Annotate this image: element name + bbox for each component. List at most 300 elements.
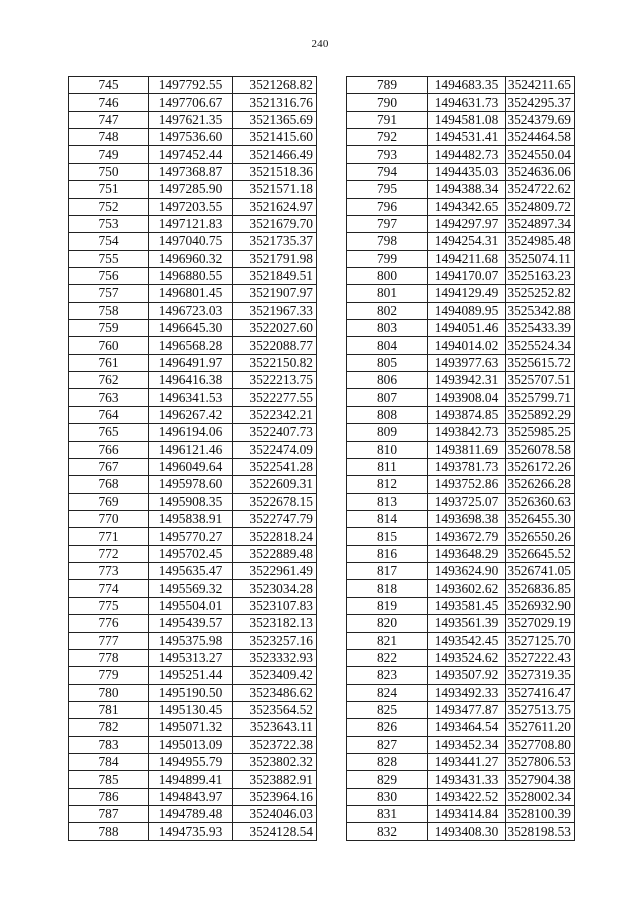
point-number-cell: 760 (69, 337, 149, 354)
y-coordinate-cell: 3522027.60 (233, 320, 317, 337)
table-row (69, 615, 317, 632)
y-coordinate-cell: 3524550.04 (506, 146, 575, 163)
x-coordinate-cell: 1497536.60 (149, 129, 233, 146)
x-coordinate-cell: 1497621.35 (149, 111, 233, 128)
x-coordinate-cell: 1493752.86 (428, 476, 506, 493)
y-coordinate-cell: 3521268.82 (233, 77, 317, 94)
y-coordinate-cell: 3524464.58 (506, 129, 575, 146)
x-coordinate-cell: 1494211.68 (428, 250, 506, 267)
table-row (69, 823, 317, 840)
y-coordinate-cell: 3525074.11 (506, 250, 575, 267)
y-coordinate-cell: 3521624.97 (233, 198, 317, 215)
point-number-cell: 822 (347, 649, 428, 666)
point-number-cell: 767 (69, 458, 149, 475)
table-row (69, 736, 317, 753)
x-coordinate-cell: 1496416.38 (149, 372, 233, 389)
table-row (347, 372, 575, 389)
point-number-cell: 765 (69, 424, 149, 441)
x-coordinate-cell: 1494531.41 (428, 129, 506, 146)
point-number-cell: 774 (69, 580, 149, 597)
y-coordinate-cell: 3526645.52 (506, 545, 575, 562)
y-coordinate-cell: 3522961.49 (233, 563, 317, 580)
y-coordinate-cell: 3521518.36 (233, 163, 317, 180)
y-coordinate-cell: 3521415.60 (233, 129, 317, 146)
y-coordinate-cell: 3525524.34 (506, 337, 575, 354)
table-row (69, 476, 317, 493)
point-number-cell: 805 (347, 354, 428, 371)
x-coordinate-cell: 1493942.31 (428, 372, 506, 389)
table-row (69, 441, 317, 458)
point-number-cell: 821 (347, 632, 428, 649)
point-number-cell: 820 (347, 615, 428, 632)
y-coordinate-cell: 3527708.80 (506, 736, 575, 753)
y-coordinate-cell: 3521967.33 (233, 302, 317, 319)
x-coordinate-cell: 1493464.54 (428, 719, 506, 736)
y-coordinate-cell: 3527125.70 (506, 632, 575, 649)
x-coordinate-cell: 1497452.44 (149, 146, 233, 163)
x-coordinate-cell: 1493842.73 (428, 424, 506, 441)
table-row (69, 181, 317, 198)
x-coordinate-cell: 1494843.97 (149, 788, 233, 805)
x-coordinate-cell: 1496801.45 (149, 285, 233, 302)
y-coordinate-cell: 3527416.47 (506, 684, 575, 701)
y-coordinate-cell: 3524379.69 (506, 111, 575, 128)
x-coordinate-cell: 1496960.32 (149, 250, 233, 267)
table-row (69, 632, 317, 649)
x-coordinate-cell: 1494735.93 (149, 823, 233, 840)
y-coordinate-cell: 3525707.51 (506, 372, 575, 389)
point-number-cell: 787 (69, 806, 149, 823)
point-number-cell: 802 (347, 302, 428, 319)
x-coordinate-cell: 1496645.30 (149, 320, 233, 337)
table-row (69, 285, 317, 302)
table-row (347, 806, 575, 823)
x-coordinate-cell: 1495130.45 (149, 701, 233, 718)
point-number-cell: 806 (347, 372, 428, 389)
y-coordinate-cell: 3524046.03 (233, 806, 317, 823)
table-row (347, 510, 575, 527)
table-row (347, 77, 575, 94)
x-coordinate-cell: 1494297.97 (428, 215, 506, 232)
point-number-cell: 831 (347, 806, 428, 823)
table-row (347, 823, 575, 840)
table-row (347, 94, 575, 111)
y-coordinate-cell: 3524722.62 (506, 181, 575, 198)
table-row (347, 146, 575, 163)
x-coordinate-cell: 1493408.30 (428, 823, 506, 840)
point-number-cell: 827 (347, 736, 428, 753)
x-coordinate-cell: 1495251.44 (149, 667, 233, 684)
point-number-cell: 762 (69, 372, 149, 389)
table-row (347, 163, 575, 180)
point-number-cell: 814 (347, 510, 428, 527)
table-row (347, 215, 575, 232)
point-number-cell: 785 (69, 771, 149, 788)
y-coordinate-cell: 3527222.43 (506, 649, 575, 666)
point-number-cell: 764 (69, 406, 149, 423)
x-coordinate-cell: 1493781.73 (428, 458, 506, 475)
y-coordinate-cell: 3528100.39 (506, 806, 575, 823)
y-coordinate-cell: 3526266.28 (506, 476, 575, 493)
y-coordinate-cell: 3522342.21 (233, 406, 317, 423)
point-number-cell: 804 (347, 337, 428, 354)
x-coordinate-cell: 1494051.46 (428, 320, 506, 337)
y-coordinate-cell: 3524636.06 (506, 163, 575, 180)
point-number-cell: 825 (347, 701, 428, 718)
y-coordinate-cell: 3525799.71 (506, 389, 575, 406)
x-coordinate-cell: 1495838.91 (149, 510, 233, 527)
table-row (69, 77, 317, 94)
table-row (69, 754, 317, 771)
point-number-cell: 811 (347, 458, 428, 475)
point-number-cell: 808 (347, 406, 428, 423)
table-row (347, 754, 575, 771)
point-number-cell: 801 (347, 285, 428, 302)
x-coordinate-cell: 1495978.60 (149, 476, 233, 493)
y-coordinate-cell: 3525985.25 (506, 424, 575, 441)
x-coordinate-cell: 1495071.32 (149, 719, 233, 736)
table-row (347, 701, 575, 718)
y-coordinate-cell: 3525892.29 (506, 406, 575, 423)
coordinate-table-right (346, 76, 575, 841)
point-number-cell: 771 (69, 528, 149, 545)
point-number-cell: 777 (69, 632, 149, 649)
table-row (347, 493, 575, 510)
y-coordinate-cell: 3528198.53 (506, 823, 575, 840)
table-row (69, 493, 317, 510)
point-number-cell: 813 (347, 493, 428, 510)
point-number-cell: 748 (69, 129, 149, 146)
point-number-cell: 753 (69, 215, 149, 232)
y-coordinate-cell: 3522407.73 (233, 424, 317, 441)
point-number-cell: 788 (69, 823, 149, 840)
table-row (347, 233, 575, 250)
point-number-cell: 757 (69, 285, 149, 302)
y-coordinate-cell: 3522541.28 (233, 458, 317, 475)
point-number-cell: 770 (69, 510, 149, 527)
x-coordinate-cell: 1494342.65 (428, 198, 506, 215)
x-coordinate-cell: 1493542.45 (428, 632, 506, 649)
y-coordinate-cell: 3523332.93 (233, 649, 317, 666)
x-coordinate-cell: 1494789.48 (149, 806, 233, 823)
point-number-cell: 778 (69, 649, 149, 666)
x-coordinate-cell: 1493477.87 (428, 701, 506, 718)
table-row (69, 94, 317, 111)
point-number-cell: 800 (347, 267, 428, 284)
point-number-cell: 769 (69, 493, 149, 510)
x-coordinate-cell: 1495439.57 (149, 615, 233, 632)
table-row (347, 684, 575, 701)
table-row (347, 736, 575, 753)
table-row (69, 701, 317, 718)
x-coordinate-cell: 1494388.34 (428, 181, 506, 198)
y-coordinate-cell: 3527904.38 (506, 771, 575, 788)
table-row (69, 684, 317, 701)
y-coordinate-cell: 3522213.75 (233, 372, 317, 389)
x-coordinate-cell: 1497706.67 (149, 94, 233, 111)
x-coordinate-cell: 1493624.90 (428, 563, 506, 580)
x-coordinate-cell: 1494581.08 (428, 111, 506, 128)
point-number-cell: 754 (69, 233, 149, 250)
x-coordinate-cell: 1495375.98 (149, 632, 233, 649)
y-coordinate-cell: 3521466.49 (233, 146, 317, 163)
point-number-cell: 783 (69, 736, 149, 753)
y-coordinate-cell: 3522277.55 (233, 389, 317, 406)
point-number-cell: 781 (69, 701, 149, 718)
table-row (347, 129, 575, 146)
point-number-cell: 789 (347, 77, 428, 94)
table-row (69, 545, 317, 562)
table-row (69, 667, 317, 684)
y-coordinate-cell: 3527611.20 (506, 719, 575, 736)
table-row (69, 198, 317, 215)
point-number-cell: 799 (347, 250, 428, 267)
table-row (69, 406, 317, 423)
point-number-cell: 817 (347, 563, 428, 580)
y-coordinate-cell: 3526836.85 (506, 580, 575, 597)
y-coordinate-cell: 3522150.82 (233, 354, 317, 371)
y-coordinate-cell: 3523643.11 (233, 719, 317, 736)
table-row (69, 111, 317, 128)
y-coordinate-cell: 3527029.19 (506, 615, 575, 632)
table-row (69, 771, 317, 788)
y-coordinate-cell: 3523409.42 (233, 667, 317, 684)
y-coordinate-cell: 3526172.26 (506, 458, 575, 475)
y-coordinate-cell: 3521735.37 (233, 233, 317, 250)
x-coordinate-cell: 1493422.52 (428, 788, 506, 805)
table-row (347, 389, 575, 406)
point-number-cell: 786 (69, 788, 149, 805)
y-coordinate-cell: 3523882.91 (233, 771, 317, 788)
table-row (347, 563, 575, 580)
table-row (347, 476, 575, 493)
point-number-cell: 747 (69, 111, 149, 128)
x-coordinate-cell: 1493698.38 (428, 510, 506, 527)
page-number: 240 (311, 38, 329, 50)
point-number-cell: 826 (347, 719, 428, 736)
x-coordinate-cell: 1497121.83 (149, 215, 233, 232)
table-row (347, 198, 575, 215)
y-coordinate-cell: 3521571.18 (233, 181, 317, 198)
point-number-cell: 768 (69, 476, 149, 493)
x-coordinate-cell: 1496880.55 (149, 267, 233, 284)
point-number-cell: 751 (69, 181, 149, 198)
table-row (69, 510, 317, 527)
table-row (69, 458, 317, 475)
table-row (347, 719, 575, 736)
y-coordinate-cell: 3523486.62 (233, 684, 317, 701)
y-coordinate-cell: 3526455.30 (506, 510, 575, 527)
y-coordinate-cell: 3522609.31 (233, 476, 317, 493)
y-coordinate-cell: 3522747.79 (233, 510, 317, 527)
y-coordinate-cell: 3523722.38 (233, 736, 317, 753)
x-coordinate-cell: 1496491.97 (149, 354, 233, 371)
table-row (347, 302, 575, 319)
coordinate-table-left (68, 76, 317, 841)
table-row (347, 649, 575, 666)
point-number-cell: 776 (69, 615, 149, 632)
table-row (69, 302, 317, 319)
table-row (69, 250, 317, 267)
point-number-cell: 830 (347, 788, 428, 805)
point-number-cell: 761 (69, 354, 149, 371)
x-coordinate-cell: 1494089.95 (428, 302, 506, 319)
x-coordinate-cell: 1495313.27 (149, 649, 233, 666)
table-row (69, 424, 317, 441)
point-number-cell: 755 (69, 250, 149, 267)
x-coordinate-cell: 1493672.79 (428, 528, 506, 545)
point-number-cell: 791 (347, 111, 428, 128)
point-number-cell: 803 (347, 320, 428, 337)
table-row (69, 597, 317, 614)
x-coordinate-cell: 1495635.47 (149, 563, 233, 580)
y-coordinate-cell: 3522474.09 (233, 441, 317, 458)
table-row (347, 458, 575, 475)
table-row (347, 632, 575, 649)
table-row (69, 320, 317, 337)
x-coordinate-cell: 1493977.63 (428, 354, 506, 371)
x-coordinate-cell: 1493414.84 (428, 806, 506, 823)
point-number-cell: 812 (347, 476, 428, 493)
x-coordinate-cell: 1497792.55 (149, 77, 233, 94)
table-row (69, 719, 317, 736)
x-coordinate-cell: 1496121.46 (149, 441, 233, 458)
table-row (69, 788, 317, 805)
table-row (69, 372, 317, 389)
table-row (347, 788, 575, 805)
y-coordinate-cell: 3521791.98 (233, 250, 317, 267)
point-number-cell: 780 (69, 684, 149, 701)
y-coordinate-cell: 3527319.35 (506, 667, 575, 684)
table-row (347, 545, 575, 562)
table-row (347, 597, 575, 614)
table-row (347, 337, 575, 354)
point-number-cell: 810 (347, 441, 428, 458)
y-coordinate-cell: 3523182.13 (233, 615, 317, 632)
x-coordinate-cell: 1493811.69 (428, 441, 506, 458)
x-coordinate-cell: 1494631.73 (428, 94, 506, 111)
x-coordinate-cell: 1497368.87 (149, 163, 233, 180)
x-coordinate-cell: 1497203.55 (149, 198, 233, 215)
x-coordinate-cell: 1495013.09 (149, 736, 233, 753)
point-number-cell: 745 (69, 77, 149, 94)
y-coordinate-cell: 3525433.39 (506, 320, 575, 337)
point-number-cell: 792 (347, 129, 428, 146)
y-coordinate-cell: 3522889.48 (233, 545, 317, 562)
table-row (69, 649, 317, 666)
x-coordinate-cell: 1493725.07 (428, 493, 506, 510)
x-coordinate-cell: 1493581.45 (428, 597, 506, 614)
y-coordinate-cell: 3524809.72 (506, 198, 575, 215)
y-coordinate-cell: 3524985.48 (506, 233, 575, 250)
x-coordinate-cell: 1494683.35 (428, 77, 506, 94)
table-row (69, 563, 317, 580)
table-row (69, 354, 317, 371)
y-coordinate-cell: 3521365.69 (233, 111, 317, 128)
x-coordinate-cell: 1494254.31 (428, 233, 506, 250)
table-row (347, 424, 575, 441)
y-coordinate-cell: 3522088.77 (233, 337, 317, 354)
y-coordinate-cell: 3521907.97 (233, 285, 317, 302)
table-row (347, 320, 575, 337)
point-number-cell: 816 (347, 545, 428, 562)
point-number-cell: 818 (347, 580, 428, 597)
point-number-cell: 752 (69, 198, 149, 215)
y-coordinate-cell: 3524897.34 (506, 215, 575, 232)
table-row (69, 580, 317, 597)
x-coordinate-cell: 1495190.50 (149, 684, 233, 701)
point-number-cell: 763 (69, 389, 149, 406)
point-number-cell: 759 (69, 320, 149, 337)
point-number-cell: 819 (347, 597, 428, 614)
x-coordinate-cell: 1496267.42 (149, 406, 233, 423)
y-coordinate-cell: 3524128.54 (233, 823, 317, 840)
y-coordinate-cell: 3521679.70 (233, 215, 317, 232)
point-number-cell: 749 (69, 146, 149, 163)
table-row (69, 233, 317, 250)
x-coordinate-cell: 1495504.01 (149, 597, 233, 614)
table-row (69, 129, 317, 146)
table-row (347, 580, 575, 597)
x-coordinate-cell: 1493507.92 (428, 667, 506, 684)
point-number-cell: 772 (69, 545, 149, 562)
point-number-cell: 832 (347, 823, 428, 840)
x-coordinate-cell: 1493441.27 (428, 754, 506, 771)
y-coordinate-cell: 3522678.15 (233, 493, 317, 510)
x-coordinate-cell: 1493648.29 (428, 545, 506, 562)
table-row (69, 163, 317, 180)
table-row (69, 146, 317, 163)
point-number-cell: 794 (347, 163, 428, 180)
x-coordinate-cell: 1494014.02 (428, 337, 506, 354)
table-row (347, 771, 575, 788)
x-coordinate-cell: 1493874.85 (428, 406, 506, 423)
table-row (347, 615, 575, 632)
y-coordinate-cell: 3525342.88 (506, 302, 575, 319)
table-row (347, 285, 575, 302)
y-coordinate-cell: 3526550.26 (506, 528, 575, 545)
table-row (347, 406, 575, 423)
point-number-cell: 829 (347, 771, 428, 788)
x-coordinate-cell: 1493492.33 (428, 684, 506, 701)
y-coordinate-cell: 3524295.37 (506, 94, 575, 111)
y-coordinate-cell: 3522818.24 (233, 528, 317, 545)
point-number-cell: 796 (347, 198, 428, 215)
point-number-cell: 766 (69, 441, 149, 458)
x-coordinate-cell: 1493561.39 (428, 615, 506, 632)
y-coordinate-cell: 3527513.75 (506, 701, 575, 718)
point-number-cell: 773 (69, 563, 149, 580)
table-row (347, 267, 575, 284)
point-number-cell: 758 (69, 302, 149, 319)
point-number-cell: 828 (347, 754, 428, 771)
x-coordinate-cell: 1494170.07 (428, 267, 506, 284)
point-number-cell: 795 (347, 181, 428, 198)
x-coordinate-cell: 1494482.73 (428, 146, 506, 163)
point-number-cell: 784 (69, 754, 149, 771)
y-coordinate-cell: 3528002.34 (506, 788, 575, 805)
y-coordinate-cell: 3521316.76 (233, 94, 317, 111)
x-coordinate-cell: 1496568.28 (149, 337, 233, 354)
x-coordinate-cell: 1493452.34 (428, 736, 506, 753)
y-coordinate-cell: 3524211.65 (506, 77, 575, 94)
y-coordinate-cell: 3523034.28 (233, 580, 317, 597)
x-coordinate-cell: 1496341.53 (149, 389, 233, 406)
point-number-cell: 782 (69, 719, 149, 736)
y-coordinate-cell: 3523257.16 (233, 632, 317, 649)
table-row (69, 389, 317, 406)
x-coordinate-cell: 1493431.33 (428, 771, 506, 788)
